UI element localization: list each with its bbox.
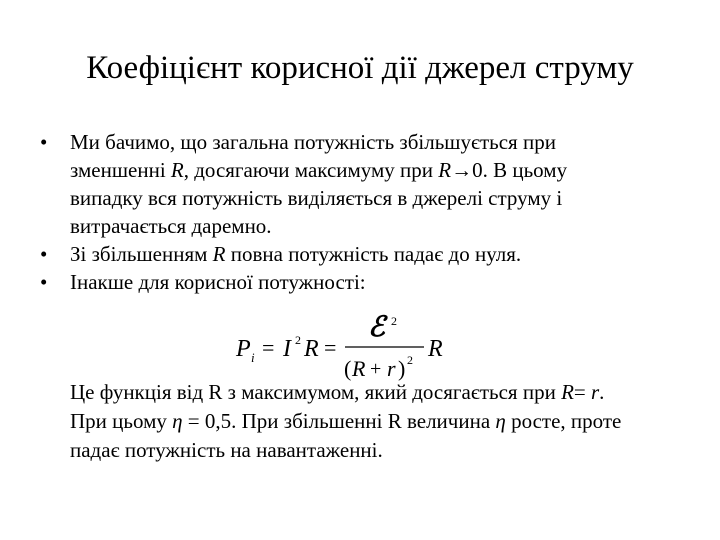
power-formula — [0, 312, 720, 384]
formula-sq2: 2 — [391, 314, 397, 328]
formula-den-plus: + — [370, 358, 382, 380]
var-R: R — [561, 380, 574, 404]
bullet-list — [40, 128, 710, 296]
text-span: . — [599, 380, 605, 404]
formula-R2: R — [428, 336, 443, 362]
bullet-dot: • — [40, 130, 48, 154]
formula-eq1: = — [262, 335, 275, 360]
formula-den-R: R — [352, 356, 366, 381]
text-span: = — [573, 380, 591, 404]
formula-sq1: 2 — [295, 333, 301, 347]
text-span: росте, проте — [505, 409, 622, 433]
var-r: r — [590, 380, 600, 404]
formula-sq3: 2 — [407, 353, 413, 367]
formula-R1: R — [304, 336, 319, 362]
list-item — [40, 268, 710, 296]
slide-title: Коефіцієнт корисної дії джерел струму — [86, 50, 634, 86]
text-span: зменшенні — [70, 158, 171, 182]
formula-emf: ℰ — [368, 312, 385, 343]
text-span: повна потужність падає до нуля. — [225, 242, 522, 266]
var-eta: η — [495, 409, 506, 433]
formula-P: P — [236, 336, 251, 362]
bullet-text — [70, 130, 567, 238]
var-R: R — [212, 242, 226, 266]
var-R-arrow: R→ — [438, 158, 473, 182]
text-line — [70, 378, 715, 407]
bullet-dot: • — [40, 270, 48, 294]
text-span: Зі збільшенням — [70, 242, 213, 266]
var-eta: η — [172, 409, 183, 433]
text-line: витрачається даремно. — [70, 214, 272, 238]
formula-I: I — [283, 336, 291, 362]
list-item — [40, 128, 710, 240]
list-item — [40, 240, 710, 268]
text-span: = 0,5. При збільшенні R величина — [182, 409, 496, 433]
formula-eq2: = — [324, 335, 337, 360]
text-line: Ми бачимо, що загальна потужність збільшується при — [70, 130, 556, 154]
bullet-dot: • — [40, 242, 48, 266]
conclusion-paragraph — [70, 378, 715, 465]
text-span: 0. В цьому — [472, 158, 568, 182]
text-span: Інакше для корисної потужності: — [70, 270, 366, 294]
text-span: При цьому — [70, 409, 173, 433]
text-line — [70, 407, 715, 436]
var-R: R — [170, 158, 184, 182]
formula-svg — [0, 312, 720, 384]
text-span: , досягаючи максимуму при — [183, 158, 439, 182]
formula-den-open: ( — [344, 356, 352, 381]
text-span: Це функція від R з максимумом, який досягається при — [70, 380, 562, 404]
formula-den-r: r — [387, 356, 396, 381]
text-line: падає потужність на навантаженні. — [70, 438, 383, 462]
text-line: випадку вся потужність виділяється в джерелі струму і — [70, 186, 563, 210]
formula-den-close: ) — [398, 356, 406, 381]
formula-sub-i: i — [251, 350, 255, 365]
